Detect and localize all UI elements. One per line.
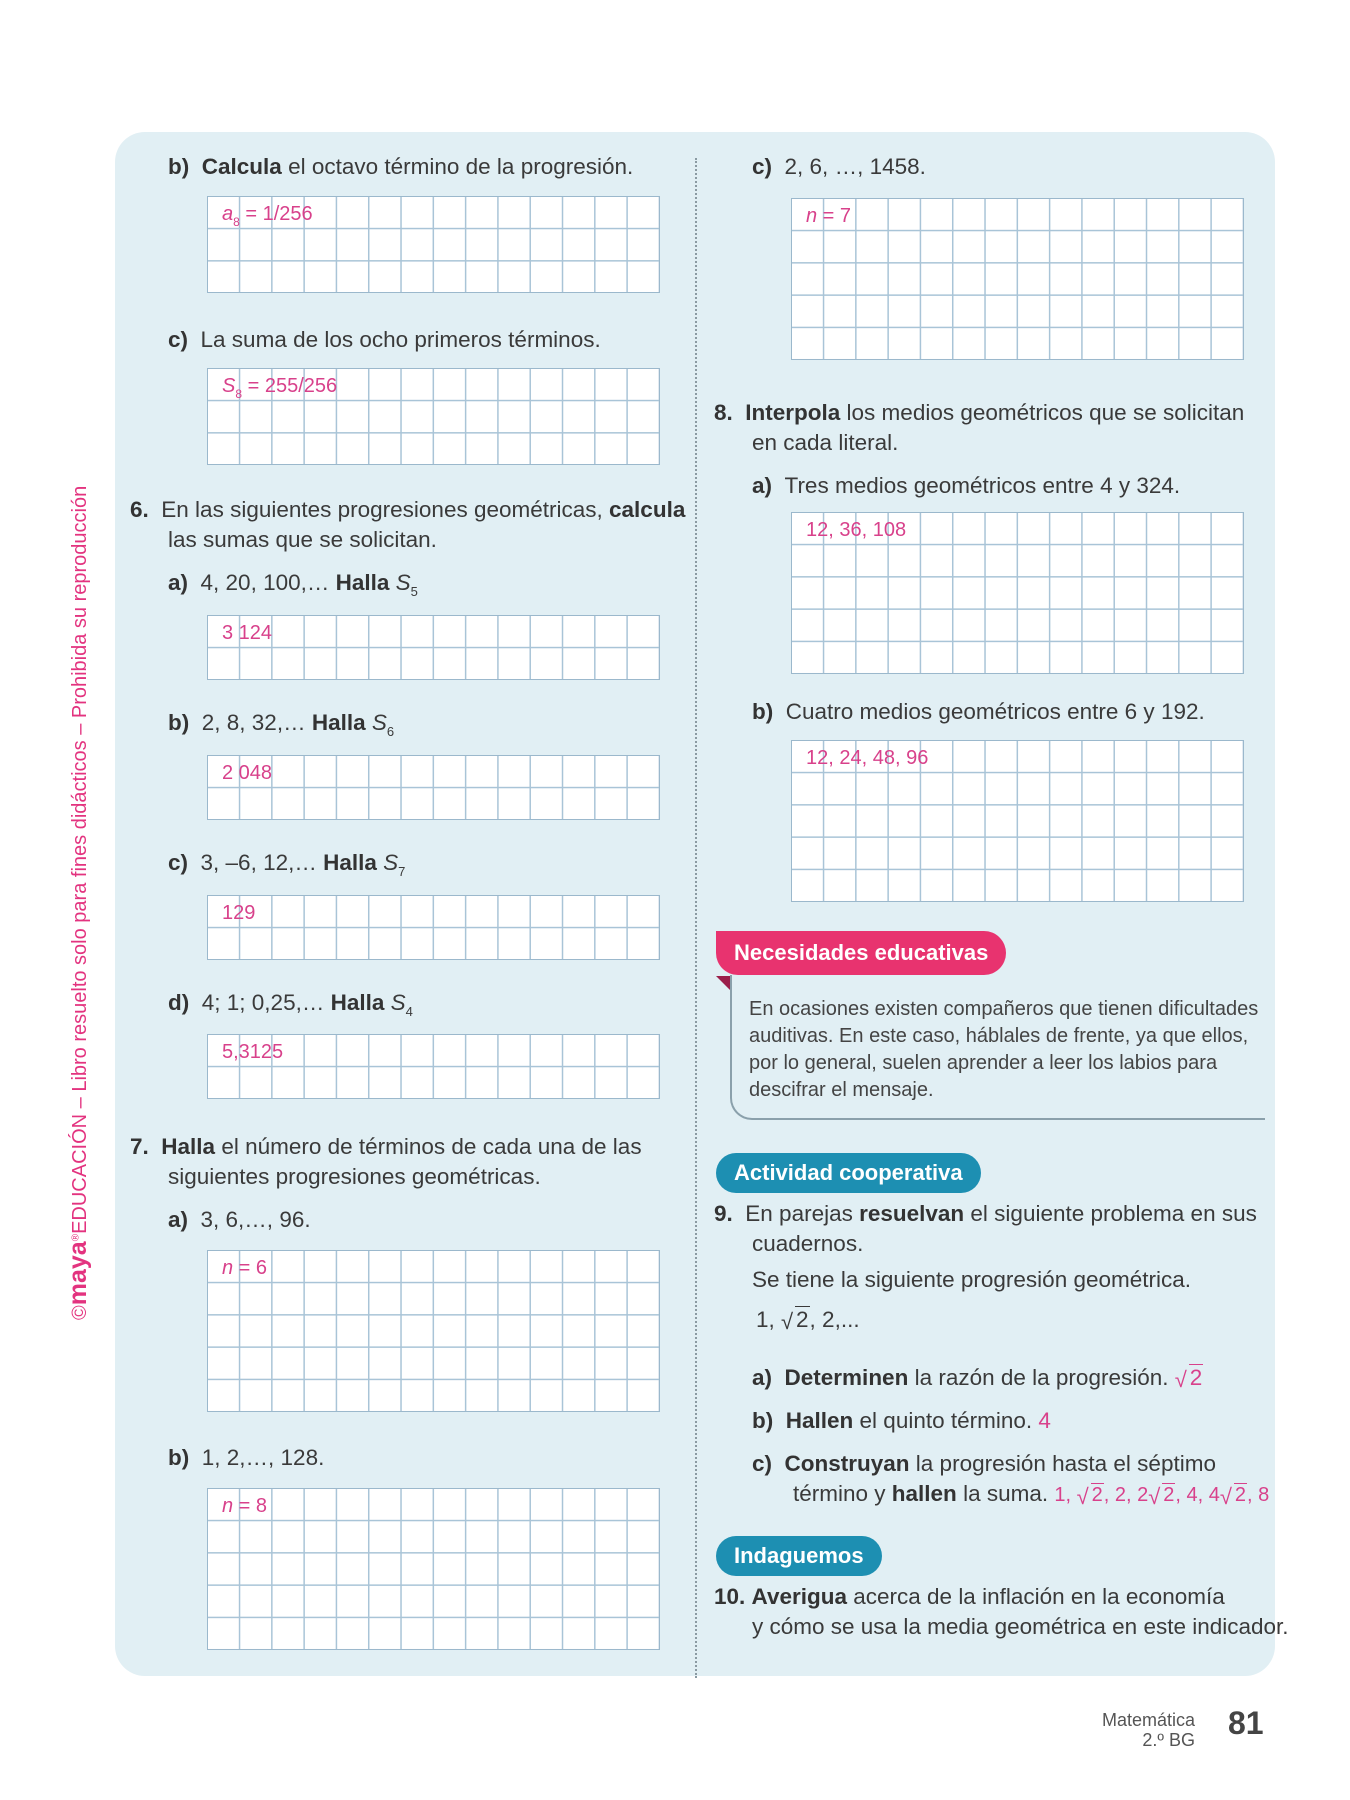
q9-item-c: c) Construyan la progresión hasta el séptimo: [752, 1451, 1216, 1476]
answer-sqrt: √ 2: [1174, 1365, 1203, 1392]
answer-grid[interactable]: [791, 198, 1244, 360]
answer-sqrt: √ 2: [1076, 1484, 1103, 1509]
question-9-sequence: 1, √ 2, 2,...: [756, 1307, 860, 1334]
q6-item-c: c) 3, –6, 12,… Halla $S_7$: [168, 850, 406, 879]
q9-item-c-line2: término y hallen la suma. 1, √ 2, 2, 2 √ 2, 4, 4 √ 2, 8: [793, 1481, 1270, 1509]
q8-item-b: b) Cuatro medios geométricos entre 6 y 192.: [752, 699, 1205, 724]
answer-grid[interactable]: [207, 368, 660, 465]
sqrt-symbol: √ 2: [781, 1307, 809, 1334]
question-9-line2: cuadernos.: [752, 1231, 864, 1256]
side-copyright: ©maya®EDUCACIÓN – Libro resuelto solo para fines didácticos – Prohibida su reproducción: [64, 485, 92, 1320]
q7-item-b: b) 1, 2,…, 128.: [168, 1445, 325, 1470]
question-7: 7. Halla el número de términos de cada una de las: [130, 1134, 642, 1159]
answer-text: 3 124: [222, 622, 273, 644]
answer-text: $a_8 = 1/256$: [222, 203, 313, 229]
item-b: b) Calcula el octavo término de la progresión.: [168, 154, 634, 179]
answer-text: 2 048: [222, 762, 273, 784]
ribbon-fold: [716, 976, 730, 990]
answer-grid[interactable]: [207, 1488, 660, 1650]
q8-item-a: a) Tres medios geométricos entre 4 y 324.: [752, 473, 1181, 498]
answer-grid[interactable]: [207, 895, 660, 960]
q9-item-b: b) Hallen el quinto término. 4: [752, 1408, 1051, 1433]
q7-item-a: a) 3, 6,…, 96.: [168, 1207, 311, 1232]
question-6: 6. En las siguientes progresiones geométricas, calcula: [130, 497, 686, 522]
q6-item-d: d) 4; 1; 0,25,… Halla $S_4$: [168, 990, 413, 1019]
answer-text: n = 8: [222, 1495, 268, 1517]
question-7-line2: siguientes progresiones geométricas.: [168, 1164, 541, 1189]
answer-text: 12, 36, 108: [806, 519, 907, 541]
actividad-cooperativa-heading: Actividad cooperativa: [716, 1153, 981, 1193]
question-6-line2: las sumas que se solicitan.: [168, 527, 437, 552]
necesidades-educativas-body: En ocasiones existen compañeros que tienen dificultades auditivas. En este caso, háblales de frente, ya que ellos, por lo general, suelen aprender a leer los labios para descifrar el mensaje.: [749, 998, 1259, 1101]
answer-text: 12, 24, 48, 96: [806, 747, 929, 769]
q6-item-b: b) 2, 8, 32,… Halla $S_6$: [168, 710, 395, 739]
answer-text: n = 6: [222, 1257, 268, 1279]
indaguemos-heading: Indaguemos: [716, 1536, 882, 1576]
answer-grid[interactable]: [207, 1034, 660, 1099]
answer-grid[interactable]: [207, 755, 660, 820]
question-10: 10. Averigua acerca de la inflación en la economía: [714, 1584, 1225, 1609]
answer-grid[interactable]: [791, 512, 1244, 674]
necesidades-educativas-heading: Necesidades educativas: [716, 931, 1006, 975]
question-9: 9. En parejas resuelvan el siguiente problema en sus: [714, 1201, 1257, 1226]
answer-grid[interactable]: [207, 196, 660, 293]
question-8-line2: en cada literal.: [752, 430, 899, 455]
question-10-line2: y cómo se usa la media geométrica en este indicador.: [752, 1614, 1289, 1639]
page-number: 81: [1228, 1705, 1264, 1741]
answer-text: n = 7: [806, 205, 852, 227]
answer-sqrt: √ 2: [1148, 1484, 1175, 1509]
q9-item-a: a) Determinen la razón de la progresión. √ 2: [752, 1365, 1203, 1392]
item-c: c) La suma de los ocho primeros términos.: [168, 327, 601, 352]
answer-text: $S_8 = 255/256$: [222, 375, 338, 401]
answer-sqrt: √ 2: [1219, 1484, 1246, 1509]
question-9-line3: Se tiene la siguiente progresión geométrica.: [752, 1267, 1192, 1292]
answer-text: 5,3125: [222, 1041, 284, 1063]
footer-subject: Matemática 2.º BG: [1101, 1710, 1195, 1750]
answer-grid[interactable]: [791, 740, 1244, 902]
answer-grid[interactable]: [207, 1250, 660, 1412]
q7-item-c: c) 2, 6, …, 1458.: [752, 154, 926, 179]
answer-grid[interactable]: [207, 615, 660, 680]
column-divider: [695, 158, 697, 1678]
q6-item-a: a) 4, 20, 100,… Halla $S_5$: [168, 570, 418, 599]
question-8: 8. Interpola los medios geométricos que se solicitan: [714, 400, 1245, 425]
answer-text: 129: [222, 902, 256, 924]
